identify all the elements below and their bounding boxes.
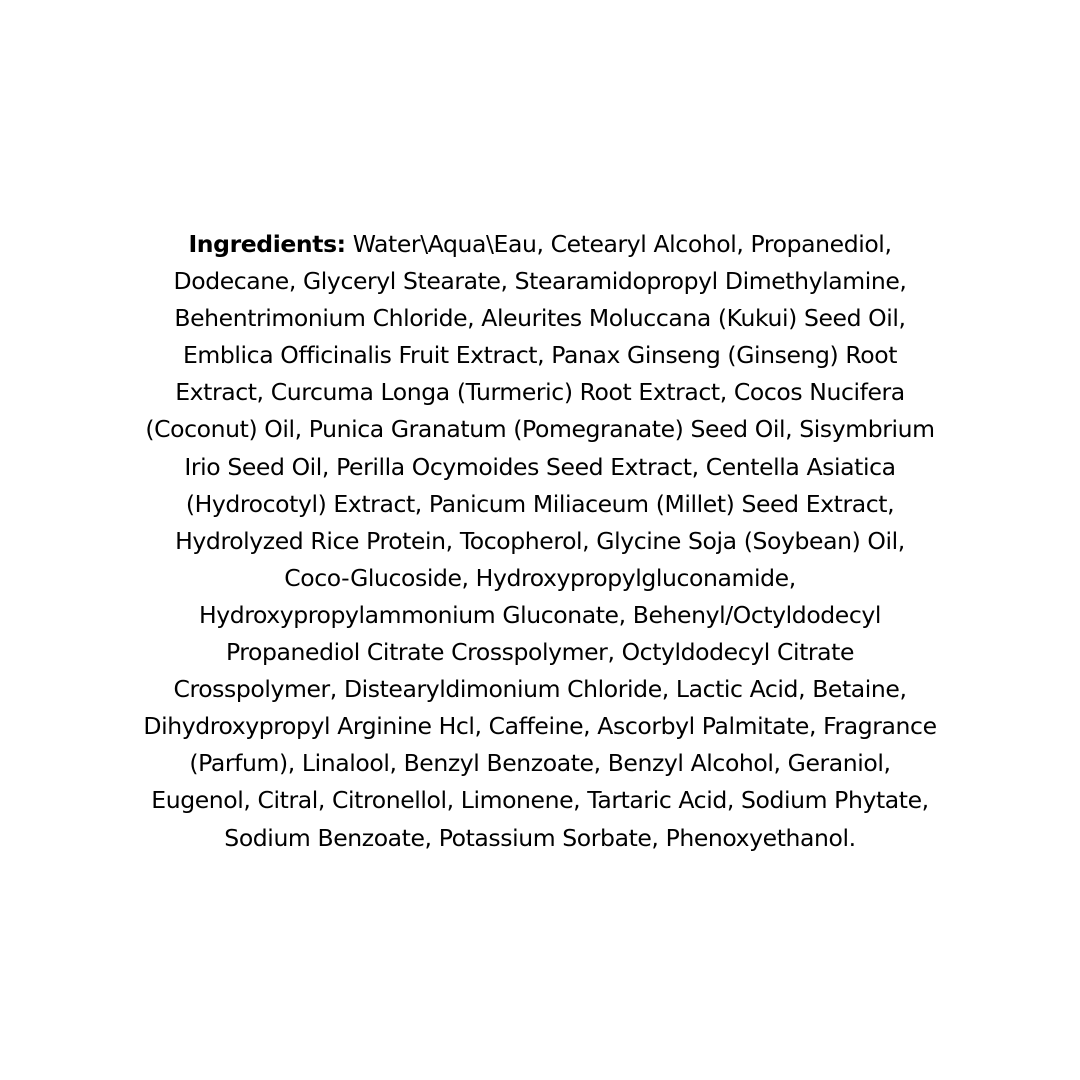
- ingredients-text-line: Coco-Glucoside, Hydroxypropylgluconamide,: [284, 563, 796, 592]
- ingredients-text-line: Irio Seed Oil, Perilla Ocymoides Seed Extract, Centella Asiatica: [184, 452, 896, 481]
- ingredients-line-1: [100, 226, 980, 263]
- ingredients-text-line: Eugenol, Citral, Citronellol, Limonene, Tartaric Acid, Sodium Phytate,: [151, 786, 929, 815]
- ingredients-text-line: Propanediol Citrate Crosspolymer, Octyldodecyl Citrate: [225, 638, 855, 667]
- ingredients-text-line: Sodium Benzoate, Potassium Sorbate, Phenoxyethanol.: [224, 823, 856, 852]
- ingredients-text-line: Dihydroxypropyl Arginine Hcl, Caffeine, Ascorbyl Palmitate, Fragrance: [143, 712, 937, 741]
- ingredients-text-line: Water\Aqua\Eau, Cetearyl Alcohol, Propanediol,: [345, 230, 892, 258]
- ingredients-text-line: (Coconut) Oil, Punica Granatum (Pomegranate) Seed Oil, Sisymbrium: [145, 415, 935, 444]
- ingredients-label: Ingredients:: [188, 230, 346, 258]
- ingredients-text-line: (Parfum), Linalool, Benzyl Benzoate, Benzyl Alcohol, Geraniol,: [189, 749, 891, 778]
- ingredients-text-line: Behentrimonium Chloride, Aleurites Moluccana (Kukui) Seed Oil,: [174, 304, 906, 333]
- ingredients-text-line: Hydrolyzed Rice Protein, Tocopherol, Glycine Soja (Soybean) Oil,: [175, 526, 905, 555]
- ingredients-text-line: Crosspolymer, Distearyldimonium Chloride, Lactic Acid, Betaine,: [173, 675, 907, 704]
- ingredients-text-line: Extract, Curcuma Longa (Turmeric) Root Extract, Cocos Nucifera: [175, 378, 905, 407]
- ingredients-text-line: Emblica Officinalis Fruit Extract, Panax Ginseng (Ginseng) Root: [182, 341, 898, 370]
- ingredients-text-block: [100, 226, 980, 857]
- ingredients-text-line: Hydroxypropylammonium Gluconate, Behenyl/Octyldodecyl: [198, 600, 882, 629]
- ingredients-text-line: Dodecane, Glyceryl Stearate, Stearamidopropyl Dimethylamine,: [173, 267, 907, 296]
- ingredients-text-line: (Hydrocotyl) Extract, Panicum Miliaceum (Millet) Seed Extract,: [185, 489, 895, 518]
